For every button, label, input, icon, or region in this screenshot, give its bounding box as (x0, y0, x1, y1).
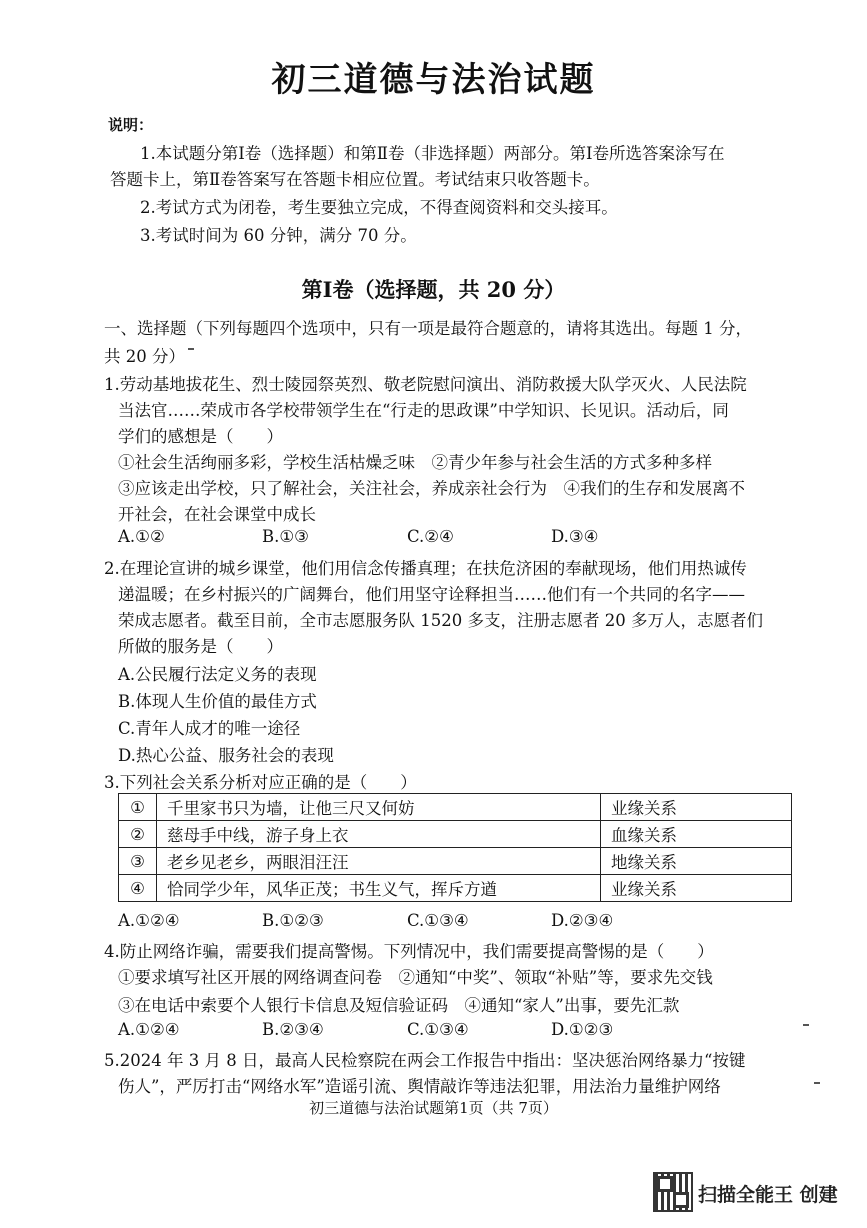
q1-statement-1: ①社会生活绚丽多彩，学校生活枯燥乏味 ②青少年参与社会生活的方式多种多样 (118, 453, 712, 472)
notes-line-3: 2.考试方式为闭卷，考生要独立完成，不得查阅资料和交头接耳。 (140, 198, 618, 217)
q4-stem: 4.防止网络诈骗，需要我们提高警惕。下列情况中，我们需要提高警惕的是（ ） (104, 942, 714, 961)
row-text: 千里家书只为墙，让他三尺又何妨 (157, 794, 601, 821)
row-number: ③ (119, 848, 157, 875)
q3-option-d: D.②③④ (551, 911, 614, 930)
page-title: 初三道德与法治试题 (271, 60, 596, 100)
q3-option-a: A.①②④ (118, 911, 180, 930)
relations-table (118, 793, 792, 902)
instructions-line-2: 共 20 分） (104, 347, 185, 366)
q2-option-b: B.体现人生价值的最佳方式 (118, 692, 317, 711)
q2-stem-3: 荣成志愿者。截至目前，全市志愿服务队 1520 多支，注册志愿者 20 多万人，志愿者们 (118, 611, 763, 630)
q4-option-d: D.①②③ (551, 1020, 614, 1039)
q3-option-c: C.①③④ (407, 911, 469, 930)
q1-option-b: B.①③ (262, 527, 309, 546)
row-number: ② (119, 821, 157, 848)
q1-statement-3: 开社会，在社会课堂中成长 (118, 505, 316, 524)
q1-stem-1: 1.劳动基地拔花生、烈士陵园祭英烈、敬老院慰问演出、消防救援大队学灭火、人民法院 (104, 375, 747, 394)
q2-option-a: A.公民履行法定义务的表现 (118, 665, 317, 684)
row-relation: 地缘关系 (601, 848, 792, 875)
q1-stem-2: 当法官……荣成市各学校带领学生在“行走的思政课”中学知识、长见识。活动后，同 (118, 401, 729, 420)
notes-line-4: 3.考试时间为 60 分钟，满分 70 分。 (140, 226, 417, 245)
table-row (119, 794, 792, 821)
notes-label: 说明： (108, 116, 154, 134)
q2-stem-2: 递温暖；在乡村振兴的广阔舞台，他们用坚守诠释担当……他们有一个共同的名字—— (118, 585, 745, 604)
notes-line-1: 1.本试题分第Ⅰ卷（选择题）和第Ⅱ卷（非选择题）两部分。第Ⅰ卷所选答案涂写在 (140, 144, 725, 163)
row-text: 慈母手中线，游子身上衣 (157, 821, 601, 848)
row-relation: 业缘关系 (601, 794, 792, 821)
q4-statement-1: ①要求填写社区开展的网络调查问卷 ②通知“中奖”、领取“补贴”等，要求先交钱 (118, 968, 713, 987)
section-title: 第Ⅰ卷（选择题，共 20 分） (301, 277, 566, 302)
scanner-watermark: 扫描全能王 创建 (698, 1184, 838, 1206)
scan-speck (188, 348, 194, 350)
q4-option-a: A.①②④ (118, 1020, 180, 1039)
q4-statement-2: ③在电话中索要个人银行卡信息及短信验证码 ④通知“家人”出事，要先汇款 (118, 996, 680, 1015)
notes-line-2: 答题卡上，第Ⅱ卷答案写在答题卡相应位置。考试结束只收答题卡。 (110, 170, 600, 189)
q1-statement-2: ③应该走出学校，只了解社会，关注社会，养成亲社会行为 ④我们的生存和发展离不 (118, 479, 745, 498)
row-text: 老乡见老乡，两眼泪汪汪 (157, 848, 601, 875)
table-row (119, 848, 792, 875)
q3-option-b: B.①②③ (262, 911, 324, 930)
q2-option-c: C.青年人成才的唯一途径 (118, 719, 301, 738)
qr-code-icon (653, 1172, 693, 1212)
row-relation: 业缘关系 (601, 875, 792, 902)
q1-stem-3: 学们的感想是（ ） (118, 427, 283, 446)
q2-stem-1: 2.在理论宣讲的城乡课堂，他们用信念传播真理；在扶危济困的奉献现场，他们用热诚传 (104, 559, 747, 578)
q5-stem-2: 伤人”，严厉打击“网络水军”造谣引流、舆情敲诈等违法犯罪，用法治力量维护网络 (118, 1077, 721, 1096)
instructions-line-1: 一、选择题（下列每题四个选项中，只有一项是最符合题意的，请将其选出。每题 1 分， (104, 319, 752, 338)
row-text: 恰同学少年，风华正茂；书生义气，挥斥方遒 (157, 875, 601, 902)
q1-option-c: C.②④ (407, 527, 454, 546)
page-footer: 初三道德与法治试题第1页（共 7页） (309, 1099, 558, 1117)
q2-stem-4: 所做的服务是（ ） (118, 637, 283, 656)
q4-option-b: B.②③④ (262, 1020, 324, 1039)
q2-option-d: D.热心公益、服务社会的表现 (118, 746, 334, 765)
q3-stem: 3.下列社会关系分析对应正确的是（ ） (104, 773, 417, 792)
q5-stem-1: 5.2024 年 3 月 8 日，最高人民检察院在两会工作报告中指出：坚决惩治网络暴力“按键 (104, 1051, 746, 1070)
q1-option-a: A.①② (118, 527, 165, 546)
table-row (119, 821, 792, 848)
scan-speck (803, 1024, 809, 1026)
q4-option-c: C.①③④ (407, 1020, 469, 1039)
q1-option-d: D.③④ (551, 527, 599, 546)
table-row (119, 875, 792, 902)
row-number: ① (119, 794, 157, 821)
row-relation: 血缘关系 (601, 821, 792, 848)
row-number: ④ (119, 875, 157, 902)
scan-speck (814, 1082, 820, 1084)
